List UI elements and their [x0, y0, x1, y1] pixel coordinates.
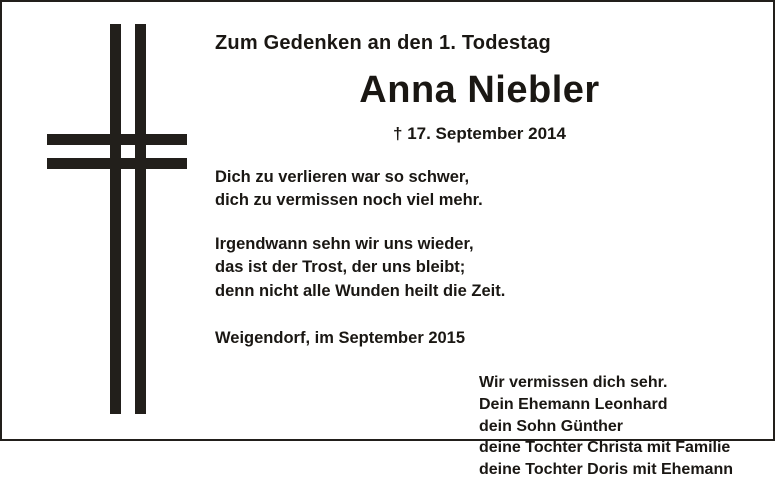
family-member-name: Leonhard [594, 395, 668, 413]
family-member-name: Doris [587, 461, 629, 479]
poem-line: das ist der Trost, der uns bleibt; [215, 258, 466, 277]
poem-line: dich zu vermissen noch viel mehr. [215, 191, 483, 210]
place-date: im September 2015 [310, 329, 466, 348]
notice-content [207, 22, 752, 481]
memorial-poem [215, 166, 752, 303]
place-name: Weigendorf, [215, 329, 311, 348]
family-suffix: mit Ehemann [628, 461, 733, 479]
memorial-line: Zum Gedenken an den 1. Todestag [215, 32, 551, 54]
family-member-name: Christa [587, 439, 643, 457]
family-relation: dein Sohn [479, 417, 561, 435]
poem-stanza-1 [215, 166, 752, 213]
poem-line: denn nicht alle Wunden heilt die Zeit. [215, 281, 506, 300]
poem-line: Dich zu verlieren war so schwer, [215, 168, 470, 186]
family-block [479, 372, 752, 481]
family-member-line [479, 437, 752, 459]
cross-horizontal-bar-bottom [47, 158, 187, 169]
christian-cross-icon [42, 24, 192, 414]
death-date: † 17. September 2014 [393, 124, 566, 143]
family-member-line [479, 394, 752, 416]
place-and-date-line [215, 329, 752, 348]
family-relation: Dein Ehemann [479, 395, 595, 413]
family-intro: Wir vermissen dich sehr. [479, 374, 668, 392]
cross-horizontal-bar-top [47, 134, 187, 145]
family-member-line [479, 459, 752, 481]
deceased-name: Anna Niebler [359, 69, 600, 111]
family-member-name: Günther [560, 417, 623, 435]
cross-vertical-bar-left [110, 24, 121, 414]
family-member-line [479, 416, 752, 438]
family-relation: deine Tochter [479, 461, 588, 479]
poem-line: Irgendwann sehn wir uns wieder, [215, 234, 474, 253]
poem-stanza-2 [215, 233, 752, 303]
family-relation: deine Tochter [479, 439, 588, 457]
cross-vertical-bar-right [135, 24, 146, 414]
notice-inner-frame [2, 2, 773, 479]
family-suffix: mit Familie [642, 439, 731, 457]
